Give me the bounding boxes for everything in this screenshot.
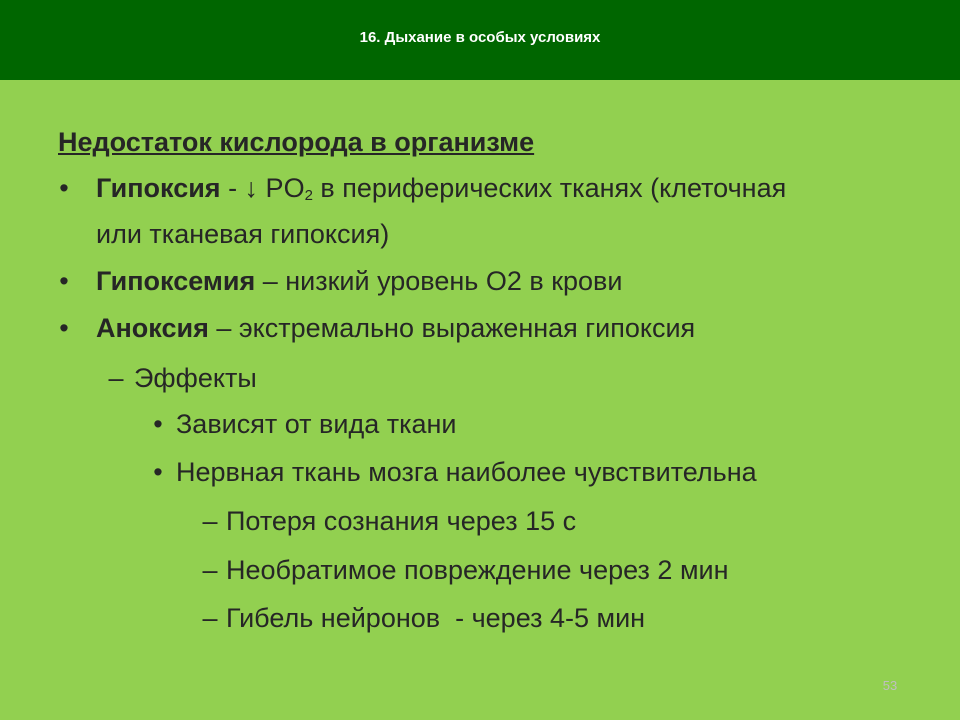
dash-icon: – [108,363,124,393]
bullet-icon: • [59,173,69,203]
item-text: Необратимое повреждение через 2 мин [226,555,729,585]
bullet-icon: • [59,266,69,296]
item-text: Гипоксемия – низкий уровень О2 в крови [96,266,623,296]
dash-icon: – [202,603,218,633]
item-text: Гибель нейронов - через 4-5 мин [226,603,646,633]
bullet-icon: • [59,313,69,343]
item-text: Эффекты [134,363,257,393]
bullet-icon: • [153,457,163,487]
page-number: 53 [882,678,898,693]
item-text: Нервная ткань мозга наиболее чувствительна [176,457,757,487]
item-text: Гипоксия - ↓ $PO_2$ в периферических тканях (клеточная [96,173,787,204]
item-text: Потеря сознания через 15 с [226,506,577,536]
slide-title: 16. Дыхание в особых условиях [359,28,601,46]
bullet-icon: • [153,409,163,439]
dash-icon: – [202,506,218,536]
item-text: Аноксия – экстремально выраженная гипоксия [96,313,696,343]
dash-icon: – [202,555,218,585]
slide-header [0,0,960,80]
slide-heading: Недостаток кислорода в организме [58,127,535,157]
list-item-hypoxia-continuation: или тканевая гипоксия) [96,219,390,249]
item-text: Зависят от вида ткани [176,409,457,439]
